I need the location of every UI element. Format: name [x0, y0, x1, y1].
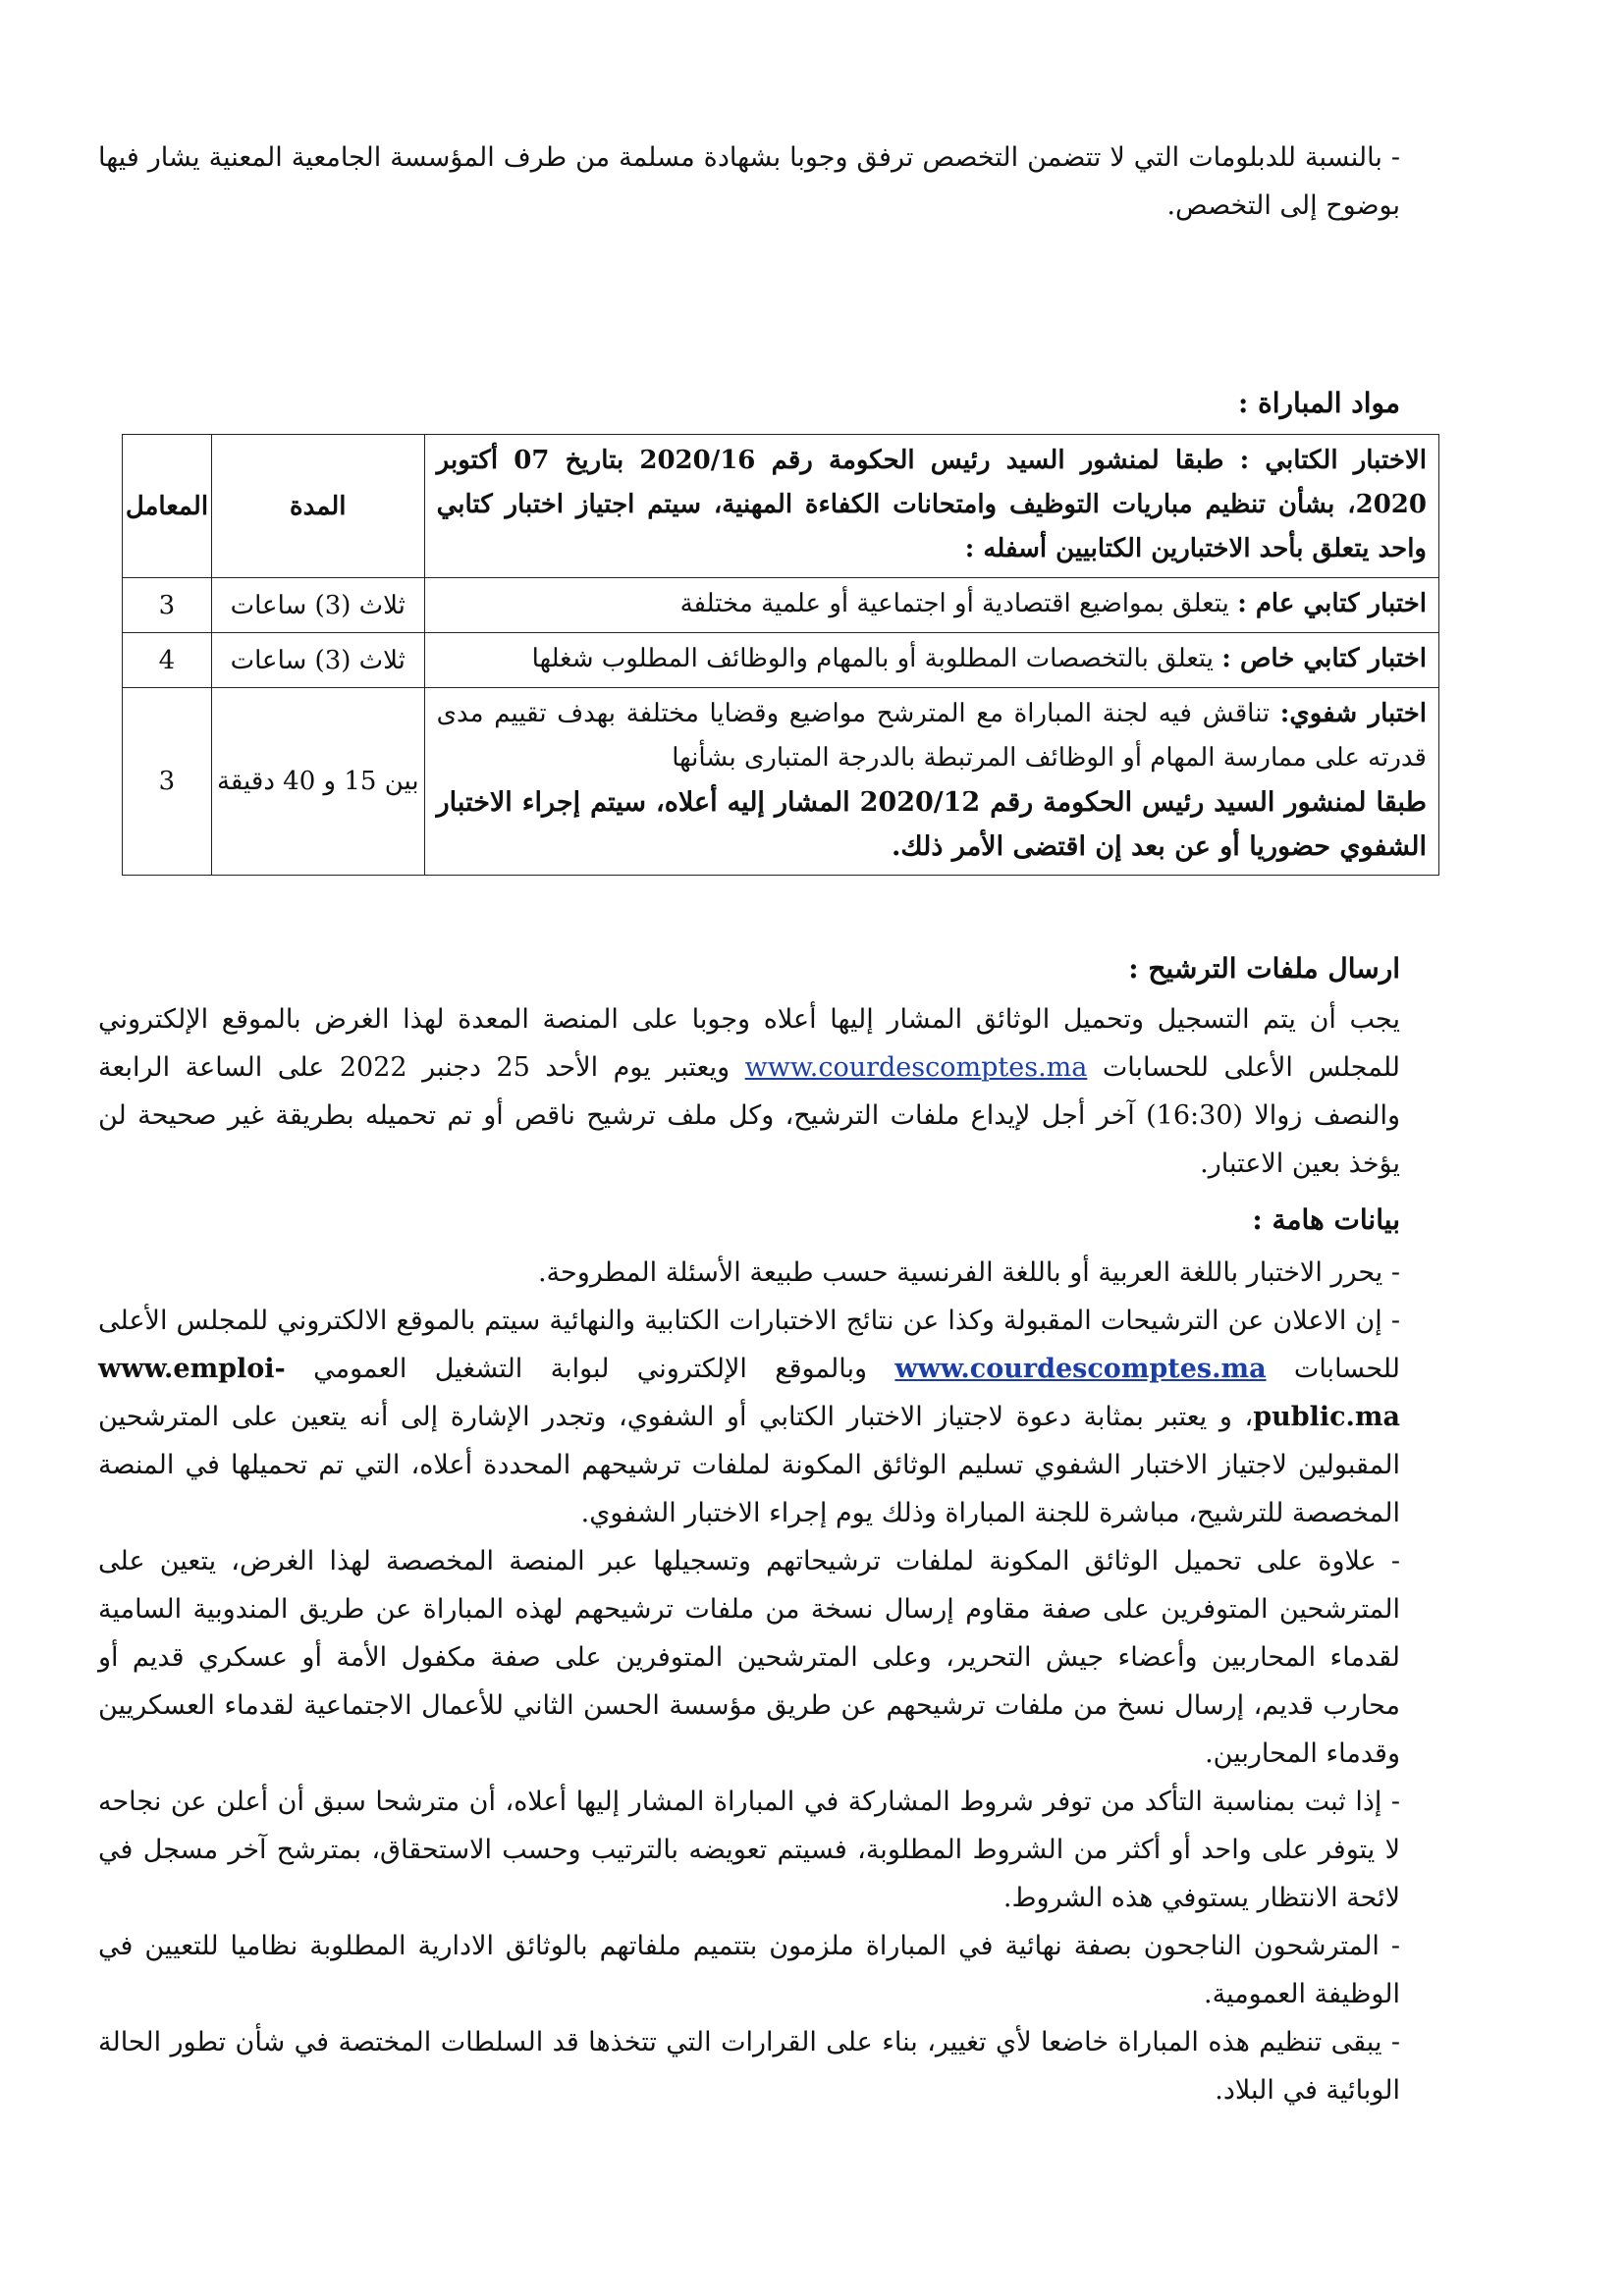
results-announcement-rest: ، و يعتبر بمثابة دعوة لاجتياز الاختبار الكتابي أو الشفوي، وتجدر الإشارة إلى أنه يتعين على المترشحين المقبولين لاجتياز الاختبار الشفوي تسليم الوثائق المكونة لملفات ترشيحهم المحددة أعلاه، التي تم تحميلها في المنصة المخصصة للترشيح، مباشرة للجنة المباراة وذلك يوم إجراء الاختبار الشفوي.	[98, 1402, 1400, 1528]
general-written-exam-description: يتعلق بمواضيع اقتصادية أو اجتماعية أو علمية مختلفة	[679, 589, 1229, 618]
diploma-note: - بالنسبة للدبلومات التي لا تتضمن التخصص ترفق وجوبا بشهادة مسلمة من طرف المؤسسة الجامعية المعنية يشار فيها بوضوح إلى التخصص.	[98, 142, 1400, 221]
list-item: - إذا ثبت بمناسبة التأكد من توفر شروط المشاركة في المباراة المشار إليها أعلاه، أن مترشحا سبق أن أعلن عن نجاحه لا يتوفر على واحد أو أكثر من الشروط المطلوبة، فسيتم تعويضه بالترتيب وحسب الاستحقاق، بمترشح آخر مسجل في لائحة الانتظار يستوفي هذه الشروط.	[98, 1787, 1400, 1913]
courdescomptes-link[interactable]: www.courdescomptes.ma	[744, 1052, 1088, 1083]
general-written-exam-duration: ثلاث (3) ساعات	[211, 578, 424, 633]
list-item: - المترشحون الناجحون بصفة نهائية في المباراة ملزمون بتتميم ملفاتهم بالوثائق الادارية المطلوبة نظاميا للتعيين في الوظيفة العمومية.	[98, 1931, 1400, 2009]
application-paragraph	[98, 995, 1400, 1188]
specific-written-exam-description: يتعلق بالتخصصات المطلوبة أو بالمهام والوظائف المطلوب شغلها	[531, 644, 1215, 673]
oral-exam-cell	[424, 688, 1438, 876]
duration-header: المدة	[211, 435, 424, 578]
oral-exam-coefficient: 3	[123, 688, 212, 876]
list-item: - علاوة على تحميل الوثائق المكونة لملفات ترشيحاتهم وتسجيلها عبر المنصة المخصصة لهذا الغرض، يتعين على المترشحين المتوفرين على صفة مقاوم إرسال نسخة من ملفات ترشيحهم لهذه المباراة عن طريق المندوبية السامية لقدماء المحاربين وأعضاء جيش التحرير، وعلى المترشحين المتوفرين على صفة مكفول الأمة أو عسكري قديم أو محارب قديم، إرسال نسخ من ملفات ترشيحهم عن طريق مؤسسة الحسن الثاني للأعمال الاجتماعية لقدماء العسكريين وقدماء المحاربين.	[98, 1546, 1400, 1769]
emploi-public-text: وبالموقع الإلكتروني لبوابة التشغيل العمومي	[313, 1354, 868, 1384]
list-item: - يبقى تنظيم هذه المباراة خاضعا لأي تغيير، بناء على القرارات التي تتخذها قد السلطات المختصة في شأن تطور الحالة الوبائية في البلاد.	[98, 2027, 1400, 2106]
oral-exam-description: تناقش فيه لجنة المباراة مع المترشح مواضيع وقضايا مختلفة بهدف تقييم مدى قدرته على ممارسة المهام أو الوظائف المرتبطة بالدرجة المتبارى بشأنها	[436, 699, 1427, 773]
important-heading: بيانات هامة :	[1252, 1203, 1400, 1236]
table-header-row	[123, 435, 1439, 578]
table-row	[123, 633, 1439, 688]
specific-written-exam-duration: ثلاث (3) ساعات	[211, 633, 424, 688]
table-row	[123, 688, 1439, 876]
subjects-heading: مواد المباراة :	[1238, 387, 1400, 419]
general-written-exam-title: اختبار كتابي عام :	[1237, 589, 1427, 618]
general-written-exam-cell	[424, 578, 1438, 633]
specific-written-exam-coefficient: 4	[123, 633, 212, 688]
general-written-exam-coefficient: 3	[123, 578, 212, 633]
table-row	[123, 578, 1439, 633]
coefficient-header: المعامل	[123, 435, 212, 578]
application-text-end: ويعتبر يوم الأحد 25 دجنبر 2022 على الساعة الرابعة والنصف زوالا (16:30) آخر أجل لإيداع ملفات الترشيح، وكل ملف ترشيح ناقص أو تم تحميله بطريقة غير صحيحة لن يؤخذ بعين الاعتبار.	[98, 1052, 1400, 1179]
oral-exam-remote-note: طبقا لمنشور السيد رئيس الحكومة رقم 2020/12 المشار إليه أعلاه، سيتم إجراء الاختبار الشفوي حضوريا أو عن بعد إن اقتضى الأمر ذلك.	[436, 787, 1427, 862]
specific-written-exam-cell	[424, 633, 1438, 688]
exam-subjects-table	[122, 434, 1439, 876]
written-exam-header: الاختبار الكتابي : طبقا لمنشور السيد رئيس الحكومة رقم 2020/16 بتاريخ 07 أكتوبر 2020، بشأن تنظيم مباريات التوظيف وامتحانات الكفاءة المهنية، سيتم اجتياز اختبار كتابي واحد يتعلق بأحد الاختبارين الكتابيين أسفله :	[424, 435, 1438, 578]
list-item: - يحرر الاختبار باللغة العربية أو باللغة الفرنسية حسب طبيعة الأسئلة المطروحة.	[537, 1257, 1400, 1288]
emploi-public-link[interactable]: www.emploi-public.ma	[98, 1354, 1400, 1432]
application-text-start: يجب أن يتم التسجيل وتحميل الوثائق المشار إليها أعلاه وجوبا على المنصة المعدة لهذا الغرض بالموقع الإلكتروني للمجلس الأعلى للحسابات	[98, 1004, 1400, 1083]
oral-exam-title: اختبار شفوي:	[1279, 699, 1427, 728]
application-heading: ارسال ملفات الترشيح :	[1128, 952, 1400, 985]
list-item	[98, 1297, 1400, 1537]
important-list	[98, 1249, 1400, 2114]
courdescomptes-link[interactable]: www.courdescomptes.ma	[894, 1354, 1267, 1384]
results-announcement-text: - إن الاعلان عن الترشيحات المقبولة وكذا عن نتائج الاختبارات الكتابية والنهائية سيتم بالموقع الالكتروني للمجلس الأعلى للحسابات	[98, 1306, 1400, 1384]
specific-written-exam-title: اختبار كتابي خاص :	[1221, 644, 1427, 673]
oral-exam-duration: بين 15 و 40 دقيقة	[211, 688, 424, 876]
